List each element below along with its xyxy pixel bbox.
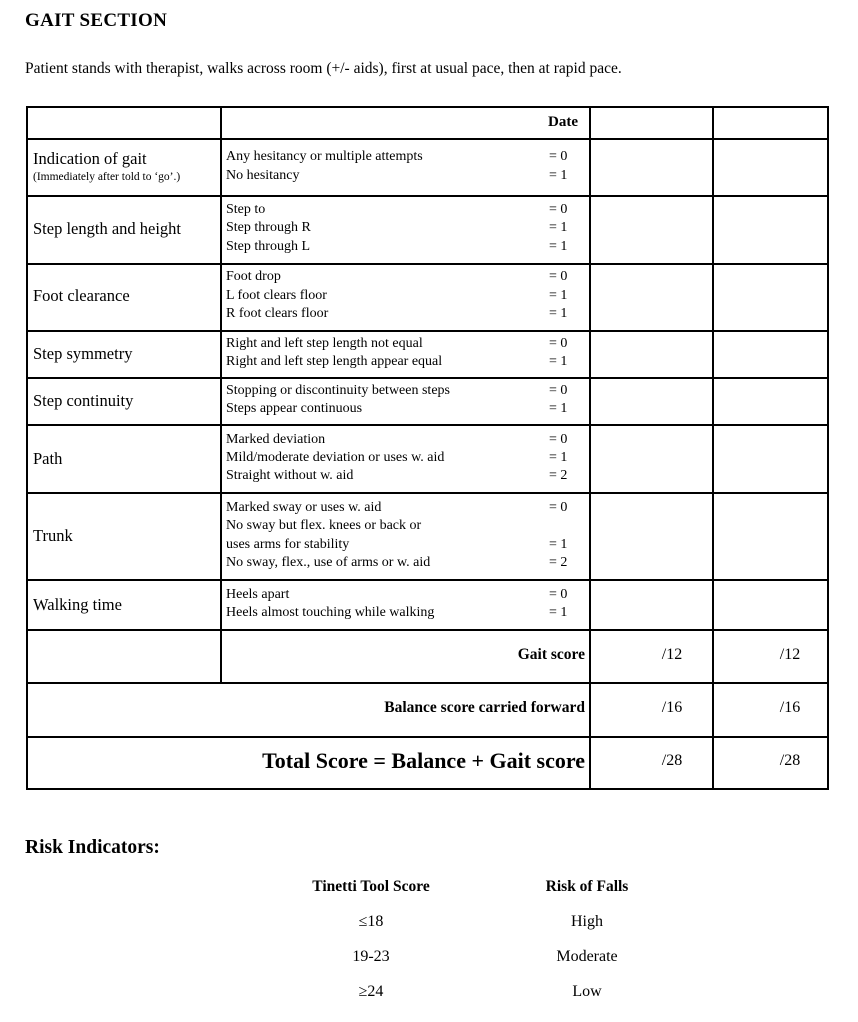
option-text: R foot clears floor bbox=[226, 306, 329, 321]
option-score: = 1 bbox=[549, 168, 568, 183]
total-score-label: Total Score = Balance + Gait score bbox=[262, 748, 585, 773]
balance-score-col1: /16 bbox=[661, 699, 683, 716]
option-score: = 1 bbox=[549, 306, 568, 321]
row-label-foot-clearance: Foot clearance bbox=[33, 286, 130, 305]
option-text: Mild/moderate deviation or uses w. aid bbox=[226, 450, 445, 465]
option-score: = 0 bbox=[549, 149, 568, 164]
option-score: = 2 bbox=[549, 555, 568, 570]
risk-level-cell: Moderate bbox=[556, 948, 618, 965]
option-text: Right and left step length not equal bbox=[226, 336, 423, 351]
gait-score-col2: /12 bbox=[779, 646, 801, 663]
option-text: Stopping or discontinuity between steps bbox=[226, 383, 450, 398]
option-score: = 1 bbox=[549, 239, 568, 254]
option-score: = 1 bbox=[549, 537, 568, 552]
gait-score-col1: /12 bbox=[661, 646, 683, 663]
row-label-indication-of-gait: Indication of gait bbox=[33, 149, 147, 168]
option-text: Step through R bbox=[226, 220, 311, 235]
option-text: Steps appear continuous bbox=[226, 401, 363, 416]
option-score: = 1 bbox=[549, 354, 568, 369]
risk-score-cell: ≥24 bbox=[358, 983, 384, 1000]
option-score: = 1 bbox=[549, 220, 568, 235]
option-score: = 0 bbox=[549, 336, 568, 351]
option-text: Marked sway or uses w. aid bbox=[226, 500, 382, 515]
option-text: Heels apart bbox=[226, 587, 290, 602]
balance-score-col2: /16 bbox=[779, 699, 801, 716]
risk-level-cell: Low bbox=[572, 983, 602, 1000]
risk-header-score: Tinetti Tool Score bbox=[312, 878, 430, 895]
risk-header-falls: Risk of Falls bbox=[545, 878, 629, 895]
option-score: = 1 bbox=[549, 288, 568, 303]
option-text: Right and left step length appear equal bbox=[226, 354, 443, 369]
option-text: Foot drop bbox=[226, 269, 281, 284]
option-score: = 0 bbox=[549, 500, 568, 515]
option-text: No sway, flex., use of arms or w. aid bbox=[226, 555, 431, 570]
row-label-step-length: Step length and height bbox=[33, 219, 182, 238]
option-text: Any hesitancy or multiple attempts bbox=[226, 149, 423, 164]
option-text: Straight without w. aid bbox=[226, 468, 354, 483]
option-text: Heels almost touching while walking bbox=[226, 605, 435, 620]
risk-indicators-title: Risk Indicators: bbox=[25, 837, 160, 858]
instructions-text: Patient stands with therapist, walks across room (+/- aids), first at usual pace, then at rapid pace. bbox=[25, 60, 622, 77]
option-score: = 1 bbox=[549, 605, 568, 620]
row-label-path: Path bbox=[33, 449, 63, 468]
row-label-step-symmetry: Step symmetry bbox=[33, 344, 133, 363]
option-text: Step through L bbox=[226, 239, 310, 254]
option-text: L foot clears floor bbox=[226, 288, 327, 303]
row-sublabel-indication-of-gait: (Immediately after told to ‘go’.) bbox=[33, 171, 181, 183]
option-text: No hesitancy bbox=[226, 168, 300, 183]
gait-score-label: Gait score bbox=[517, 646, 585, 663]
section-title: GAIT SECTION bbox=[25, 10, 168, 31]
option-score: = 0 bbox=[549, 202, 568, 217]
row-label-walking-time: Walking time bbox=[33, 595, 122, 614]
option-score: = 0 bbox=[549, 432, 568, 447]
option-text: uses arms for stability bbox=[226, 537, 350, 552]
option-score: = 1 bbox=[549, 401, 568, 416]
row-label-step-continuity: Step continuity bbox=[33, 391, 134, 410]
risk-level-cell: High bbox=[571, 913, 603, 930]
date-header: Date bbox=[548, 114, 578, 130]
option-text: No sway but flex. knees or back or bbox=[226, 518, 422, 533]
option-score: = 2 bbox=[549, 468, 568, 483]
risk-score-cell: ≤18 bbox=[358, 913, 384, 930]
row-label-trunk: Trunk bbox=[33, 526, 73, 545]
risk-score-cell: 19-23 bbox=[352, 948, 390, 965]
total-score-col1: /28 bbox=[661, 752, 683, 769]
balance-score-label: Balance score carried forward bbox=[384, 699, 585, 716]
option-score: = 0 bbox=[549, 587, 568, 602]
option-text: Marked deviation bbox=[226, 432, 326, 447]
option-text: Step to bbox=[226, 202, 266, 217]
option-score: = 0 bbox=[549, 383, 568, 398]
option-score: = 1 bbox=[549, 450, 568, 465]
option-score: = 0 bbox=[549, 269, 568, 284]
total-score-col2: /28 bbox=[779, 752, 801, 769]
